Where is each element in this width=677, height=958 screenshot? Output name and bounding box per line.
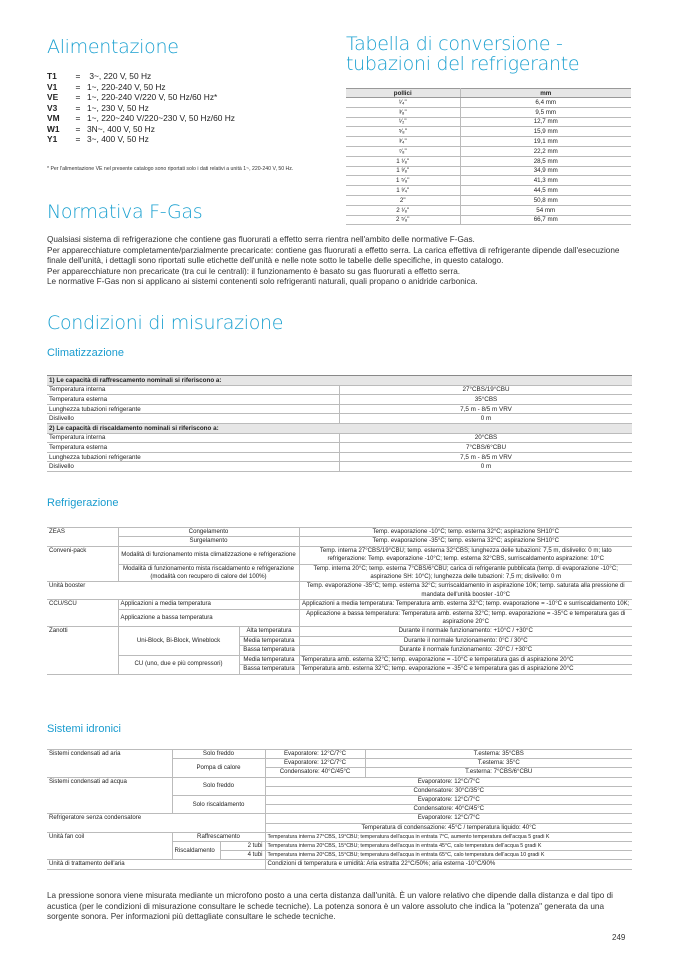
pollici-cell: ³⁄₄" xyxy=(346,137,460,147)
acqua-sr-evap: Evaporatore: 12°C/7°C xyxy=(265,796,632,805)
alimentazione-code: V1 xyxy=(47,81,58,92)
alimentazione-item xyxy=(47,82,235,93)
fgas-paragraph: Qualsiasi sistema di refrigerazione che contiene gas fluorurati a effetto serra rientra nell'ambito delle normative F-Gas. xyxy=(47,235,475,244)
alimentazione-code: W1 xyxy=(47,123,60,134)
aria-solo-freddo-label: Solo freddo xyxy=(172,750,265,759)
table-row xyxy=(47,832,632,841)
pollici-cell: 1 ¹⁄₈" xyxy=(346,156,460,166)
table-row xyxy=(47,385,632,395)
fgas-paragraph: Per apparecchiature completamente/parzialmente precaricate: contiene gas fluorurati a effetto serra. La carica effettiva di refrigerante dipende dall'esecuzione finale dell'unità, i dettagli sono riportati sulle etichette dell'unità e nelle note sotto le tabelle delle specifiche, in questo catalogo. xyxy=(47,245,620,265)
booster-value: Temp. evaporazione -35°C; temp. esterna 32°C; surriscaldamento in aspirazione 10K; temp. saturata alla pressione di mandata dell'unità booster -10°C xyxy=(299,582,632,600)
alta-label: Alta temperatura xyxy=(239,627,299,636)
alimentazione-value: 1~, 220~240 V/220~230 V, 50 Hz/60 Hz xyxy=(87,113,235,123)
mm-cell: 54 mm xyxy=(460,205,631,215)
fgas-paragraph: Per apparecchiature non precaricate (tra cui le centrali): il funzionamento è basato su gas fluorurati a effetto serra. xyxy=(47,266,461,276)
header-mm: mm xyxy=(460,89,631,98)
media-value: Durante il normale funzionamento: 0°C / 30°C xyxy=(299,636,632,645)
alimentazione-equals: = xyxy=(75,92,81,102)
congelamento-value: Temp. evaporazione -10°C; temp. esterna 32°C; aspirazione SH10°C xyxy=(299,528,632,537)
condition-label: Lunghezza tubazioni refrigerante xyxy=(47,404,340,414)
mm-cell: 19,1 mm xyxy=(460,137,631,147)
table-row xyxy=(47,404,632,414)
condition-label: Temperatura esterna xyxy=(47,443,340,453)
tubi2-value: Temperatura interna 20°CBS, 15°CBU; temperatura dell'acqua in entrata 45°C, calo temperatura dell'acqua 5 gradi K xyxy=(265,842,632,851)
section-header-row xyxy=(47,423,632,433)
uniblock-label: Uni-Block, Bi-Block, Wineblock xyxy=(118,627,239,655)
table-row xyxy=(47,395,632,405)
table-row xyxy=(47,600,632,609)
alimentazione-equals: = xyxy=(75,102,81,113)
raffrescamento-value: Temperatura interna 27°CBS, 19°CBU; temperatura dell'acqua in entrata 7°C, aumento temperatura dell'acqua 5 gradi K xyxy=(265,832,632,841)
alimentazione-item xyxy=(47,124,235,135)
table-row xyxy=(346,117,631,127)
condition-label: Temperatura interna xyxy=(47,433,340,443)
acqua-sf-cond: Condensatore: 30°C/35°C xyxy=(265,786,632,795)
pollici-cell: 1 ⁵⁄₈" xyxy=(346,176,460,186)
climatizzazione-table xyxy=(47,375,632,472)
congelamento-label: Congelamento xyxy=(118,528,299,537)
pollici-cell: ³⁄₈" xyxy=(346,107,460,117)
aria-pc-evap-text: T.esterna: 35°C xyxy=(365,759,632,768)
tubi4-value: Temperatura interna 20°CBS, 15°CBU; temperatura dell'acqua in entrata 65°C, calo temperatura dell'acqua 10 gradi K xyxy=(265,851,632,860)
table-row xyxy=(47,443,632,453)
table-row xyxy=(47,546,632,564)
alimentazione-equals: = xyxy=(75,134,81,144)
acqua-sr-cond: Condensatore: 40°C/45°C xyxy=(265,805,632,814)
fancoil-label: Unità fan coil xyxy=(47,832,172,860)
pollici-cell: 2 ⁵⁄₈" xyxy=(346,215,460,225)
alimentazione-equals: = xyxy=(75,123,81,134)
refr-senza-cond: Temperatura di condensazione: 45°C / temperatura liquido: 40°C xyxy=(265,823,632,832)
table-row xyxy=(346,215,631,225)
conveni-mode1-value: Temp. interna 27°CBS/19°CBU; temp. esterna 32°CBS; lunghezza delle tubazioni: 7,5 m, dislivello: 0 m; lato refrigerazione: Temp. evaporazione -10°C; temp. esterna 32°CBS, surriscaldamento aspirazione: 10°C xyxy=(299,546,632,564)
riscaldamento-label: Riscaldamento xyxy=(172,842,220,860)
cu-media-value: Temperatura amb. esterna 32°C; temp. evaporazione = -10°C e temperatura gas di aspirazione 20°C xyxy=(299,655,632,664)
conversion-table xyxy=(346,88,631,225)
table-row xyxy=(47,452,632,462)
alimentazione-equals: = xyxy=(75,81,81,92)
sound-pressure-text: La pressione sonora viene misurata mediante un microfono posto a una certa distanza dall'unità. È un valore relativo che dipende dalla distanza e dal tipo di acustica (per le condizioni di misurazione consultare le schede tecniche). La potenza sonora è un valore assoluto che indica la "potenza" generata da una sorgente sonora. Per informazioni più dettagliate consultare le schede tecniche. xyxy=(47,891,613,921)
condition-label: Dislivello xyxy=(47,462,340,472)
alta-value: Durante il normale funzionamento: +10°C / +30°C xyxy=(299,627,632,636)
uta-label: Unità di trattamento dell'aria xyxy=(47,860,265,869)
raffrescamento-label: Raffrescamento xyxy=(172,832,265,841)
conveni-mode1-label: Modalità di funzionamento mista climatizzazione e refrigerazione xyxy=(118,546,299,564)
condition-value: 0 m xyxy=(340,462,633,472)
alimentazione-value: 3~, 400 V, 50 Hz xyxy=(87,134,149,144)
pollici-cell: ¹⁄₄" xyxy=(346,98,460,108)
aria-pc-cond-text: T.esterna: 7°CBS/6°CBU xyxy=(365,768,632,777)
condition-value: 0 m xyxy=(340,414,633,424)
alimentazione-code: T1 xyxy=(47,71,57,81)
table-row xyxy=(346,205,631,215)
alimentazione-item xyxy=(47,103,235,114)
table-row xyxy=(346,98,631,108)
condition-label: Temperatura esterna xyxy=(47,395,340,405)
table-row xyxy=(346,186,631,196)
mm-cell: 6,4 mm xyxy=(460,98,631,108)
booster-label: Unità booster xyxy=(47,582,299,600)
alimentazione-item xyxy=(47,71,235,82)
table-row xyxy=(47,528,632,537)
alimentazione-note: * Per l'alimentazione VE nel presente catalogo sono riportati solo i dati relativi a unità 1~, 220-240 V, 50 Hz. xyxy=(47,166,294,172)
alimentazione-value: 1~, 220-240 V/220 V, 50 Hz/60 Hz* xyxy=(87,92,218,102)
condition-value: 7°CBS/6°CBU xyxy=(340,443,633,453)
cu-media-label: Media temperatura xyxy=(239,655,299,664)
alimentazione-item xyxy=(47,113,235,124)
section-header-row xyxy=(47,376,632,386)
mm-cell: 15,9 mm xyxy=(460,127,631,137)
bassa-label: Bassa temperatura xyxy=(239,646,299,655)
alimentazione-list xyxy=(47,71,235,145)
surgelamento-value: Temp. evaporazione -35°C; temp. esterna 32°C; aspirazione SH10°C xyxy=(299,537,632,546)
alimentazione-equals: = xyxy=(75,71,81,81)
table-row xyxy=(346,146,631,156)
conveni-pack-label: Conveni-pack xyxy=(47,546,118,582)
aria-sf-text: T.esterna: 35°CBS xyxy=(365,750,632,759)
ccu-media-value: Applicazioni a media temperatura: Temperatura amb. esterna 32°C; temp. evaporazione = -10°C e surriscaldamento 10K; xyxy=(299,600,632,609)
section-header: 1) Le capacità di raffrescamento nominali si riferiscono a: xyxy=(47,376,632,386)
table-row xyxy=(47,414,632,424)
header-pollici: pollici xyxy=(346,89,460,98)
pollici-cell: ¹⁄₂" xyxy=(346,117,460,127)
mm-cell: 41,3 mm xyxy=(460,176,631,186)
section-header: 2) Le capacità di riscaldamento nominali si riferiscono a: xyxy=(47,423,632,433)
pollici-cell: 1 ³⁄₈" xyxy=(346,166,460,176)
aria-pc-cond: Condensatore: 40°C/45°C xyxy=(265,768,365,777)
alimentazione-code: V3 xyxy=(47,102,58,113)
media-label: Media temperatura xyxy=(239,636,299,645)
mm-cell: 66,7 mm xyxy=(460,215,631,225)
condition-label: Temperatura interna xyxy=(47,385,340,395)
condition-value: 7,5 m - 8/5 m VRV xyxy=(340,404,633,414)
idronici-table xyxy=(47,749,632,870)
alimentazione-equals: = xyxy=(75,113,81,123)
table-row xyxy=(346,127,631,137)
table-row xyxy=(47,777,632,786)
alimentazione-value: 3~, 220 V, 50 Hz xyxy=(87,71,152,81)
table-row xyxy=(346,107,631,117)
mm-cell: 9,5 mm xyxy=(460,107,631,117)
bassa-value: Durante il normale funzionamento: -20°C / +30°C xyxy=(299,646,632,655)
cu-label: CU (uno, due e più compressori) xyxy=(118,655,239,674)
table-row xyxy=(47,860,632,869)
condition-value: 20°CBS xyxy=(340,433,633,443)
condition-value: 27°CBS/19°CBU xyxy=(340,385,633,395)
pollici-cell: ⁵⁄₈" xyxy=(346,127,460,137)
mm-cell: 44,5 mm xyxy=(460,186,631,196)
conversion-header-row xyxy=(346,89,631,98)
cu-bassa-label: Bassa temperatura xyxy=(239,665,299,674)
table-row xyxy=(47,814,632,823)
mm-cell: 34,9 mm xyxy=(460,166,631,176)
alimentazione-item xyxy=(47,134,235,145)
mm-cell: 22,2 mm xyxy=(460,146,631,156)
pollici-cell: 1 ³⁄₄" xyxy=(346,186,460,196)
table-row xyxy=(346,195,631,205)
cu-bassa-value: Temperatura amb. esterna 32°C; temp. evaporazione = -35°C e temperatura gas di aspirazione 20°C xyxy=(299,665,632,674)
table-row xyxy=(346,176,631,186)
condition-label: Lunghezza tubazioni refrigerante xyxy=(47,452,340,462)
conveni-mode2-label: Modalità di funzionamento mista riscaldamento e refrigerazione (modalità con recupero di calore del 100%) xyxy=(118,564,299,582)
pollici-cell: ⁷⁄₈" xyxy=(346,146,460,156)
ccu-media-label: Applicazioni a media temperatura xyxy=(118,600,299,609)
table-row xyxy=(47,627,632,636)
tubi4-label: 4 tubi xyxy=(220,851,265,860)
condition-value: 35°CBS xyxy=(340,395,633,405)
aria-sf-evap: Evaporatore: 12°C/7°C xyxy=(265,750,365,759)
table-row xyxy=(47,433,632,443)
pollici-cell: 2" xyxy=(346,195,460,205)
table-row xyxy=(346,166,631,176)
mm-cell: 28,5 mm xyxy=(460,156,631,166)
zanotti-label: Zanotti xyxy=(47,627,118,674)
fgas-text xyxy=(47,235,632,288)
table-row xyxy=(47,537,632,546)
fgas-paragraph: Le normative F-Gas non si applicano ai sistemi contenenti solo refrigeranti naturali, quali propano o anidride carbonica. xyxy=(47,277,478,286)
acqua-solo-freddo-label: Solo freddo xyxy=(172,777,265,795)
uta-value: Condizioni di temperatura e umidità: Aria estratta 22°C/50%; aria esterna -10°C/90% xyxy=(265,860,632,869)
mm-cell: 50,8 mm xyxy=(460,195,631,205)
climatizzazione-subtitle: Climatizzazione xyxy=(47,347,125,359)
mm-cell: 12,7 mm xyxy=(460,117,631,127)
conveni-mode2-value: Temp. interna 20°C; temp. esterna 7°CBS/6°CBU; carica di refrigerante pubblicata (temp. di evaporazione -10°C; aspirazione SH: 10°C); lunghezza delle tubazioni: 7,5 m; dislivello: 0 m xyxy=(299,564,632,582)
ccu-bassa-value: Applicazione a bassa temperatura: Temperatura amb. esterna 32°C; temp. evaporazione = -35°C e temperatura gas di aspirazione 20°C xyxy=(299,609,632,627)
aria-label: Sistemi condensati ad aria xyxy=(47,750,172,778)
pollici-cell: 2 ¹⁄₈" xyxy=(346,205,460,215)
aria-pompa-label: Pompa di calore xyxy=(172,759,265,777)
fgas-title: Normativa F-Gas xyxy=(47,201,203,223)
surgelamento-label: Surgelamento xyxy=(118,537,299,546)
tubi2-label: 2 tubi xyxy=(220,842,265,851)
table-row xyxy=(47,609,632,627)
refrigerazione-subtitle: Refrigerazione xyxy=(47,497,119,509)
acqua-sf-evap: Evaporatore: 12°C/7°C xyxy=(265,777,632,786)
table-row xyxy=(47,750,632,759)
aria-pc-evap: Evaporatore: 12°C/7°C xyxy=(265,759,365,768)
alimentazione-title: Alimentazione xyxy=(47,36,179,58)
idronici-subtitle: Sistemi idronici xyxy=(47,723,121,735)
alimentazione-value: 1~, 220-240 V, 50 Hz xyxy=(87,81,166,92)
condizioni-title: Condizioni di misurazione xyxy=(47,312,284,334)
table-row xyxy=(346,137,631,147)
table-row xyxy=(346,156,631,166)
alimentazione-value: 1~, 230 V, 50 Hz xyxy=(87,102,149,113)
refrigerazione-table xyxy=(47,527,632,675)
table-row xyxy=(47,462,632,472)
refr-senza-evap: Evaporatore: 12°C/7°C xyxy=(265,814,632,823)
table-row xyxy=(47,582,632,600)
alimentazione-code: VE xyxy=(47,92,59,102)
acqua-solo-risc-label: Solo riscaldamento xyxy=(172,796,265,814)
refr-senza-label: Refrigeratore senza condensatore xyxy=(47,814,265,832)
alimentazione-code: Y1 xyxy=(47,134,58,144)
alimentazione-value: 3N~, 400 V, 50 Hz xyxy=(87,123,155,134)
alimentazione-code: VM xyxy=(47,113,60,123)
alimentazione-item xyxy=(47,92,235,103)
page-number: 249 xyxy=(612,933,626,942)
condition-label: Dislivello xyxy=(47,414,340,424)
ccu-label: CCU/SCU xyxy=(47,600,118,627)
zeas-label: ZEAS xyxy=(47,528,118,547)
table-row xyxy=(47,564,632,582)
condition-value: 7,5 m - 8/5 m VRV xyxy=(340,452,633,462)
table-row xyxy=(47,655,632,664)
conversion-table-title: Tabella di conversione - tubazioni del refrigerante xyxy=(346,33,580,75)
acqua-label: Sistemi condensati ad acqua xyxy=(47,777,172,814)
ccu-bassa-label: Applicazione a bassa temperatura xyxy=(118,609,299,627)
